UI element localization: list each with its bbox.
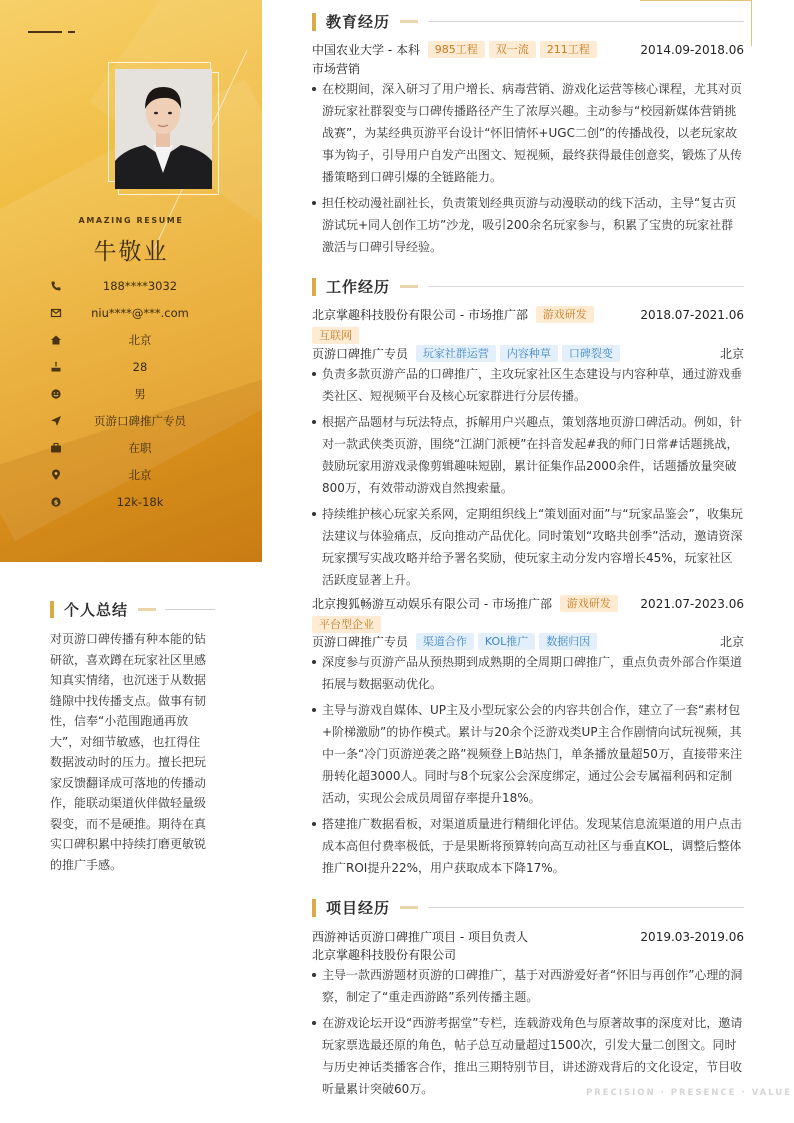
skill-tag: 口碑裂变 — [562, 345, 620, 362]
company-tag: 游戏研发 — [560, 595, 618, 612]
work-heading — [312, 277, 744, 297]
education-title: 教育经历 — [326, 13, 391, 31]
target-city-value: 北京 — [128, 468, 152, 482]
mail-icon — [50, 307, 62, 319]
summary-text: 对页游口碑传播有种本能的钻研欲，喜欢蹲在玩家社区里感知真实情绪，也沉迷于从数据缝隙中找传播支点。做事有韧性，信奉“小范围跑通再放大”，对细节敏感，也扛得住数据波动时的压力。擅长把玩家反馈翻译成可落地的传播动作，能联动渠道伙伴做轻量级裂变，而不是硬推。期待在真实口碑积累中持续打磨更敏锐的推广手感。 — [50, 632, 207, 872]
job-bullet: 根据产品题材与玩法特点，拆解用户兴趣点，策划落地页游口碑活动。例如，针对一款武侠类页游，围绕“江湖门派梗”在抖音发起#我的师门日常#话题挑战，鼓励玩家用游戏录像剪辑趣味短剧，累计征集作品2000余件，话题播放量突破800万，有效带动游戏自然搜索量。 — [312, 411, 744, 499]
phone-value: 188****3032 — [102, 279, 178, 293]
info-phone — [50, 278, 230, 296]
company-name: 北京掌趣科技股份有限公司 - 市场推广部 — [312, 308, 528, 322]
education-date: 2014.09-2018.06 — [640, 43, 744, 57]
avatar — [115, 69, 212, 189]
projects-title: 项目经历 — [326, 899, 391, 917]
project-header-row — [312, 928, 744, 946]
cake-icon — [50, 361, 62, 373]
major: 市场营销 — [312, 62, 361, 76]
job-location: 北京 — [719, 347, 744, 361]
education-bullet: 担任校动漫社副社长，负责策划经典页游与动漫联动的线下活动，主导“复古页游试玩+同人创作工坊”沙龙，吸引200余名玩家参与，积累了宝贵的玩家社群激活与口碑引导经验。 — [312, 192, 744, 258]
job-bullet: 持续维护核心玩家关系网，定期组织线上“策划面对面”与“玩家品鉴会”，收集玩法建议与体验痛点，反向推动产品优化。同时策划“攻略共创季”活动，邀请资深玩家撰写实战攻略并给予署名奖励，使玩家主动分发内容增长45%，玩家社区活跃度显著上升。 — [312, 503, 744, 591]
send-icon — [50, 415, 62, 427]
job-date: 2018.07-2021.06 — [640, 308, 744, 322]
job-location: 北京 — [719, 635, 744, 649]
company-tag: 游戏研发 — [536, 306, 594, 323]
smile-icon — [50, 388, 62, 400]
info-target-city — [50, 467, 230, 485]
job-bullet: 负责多款页游产品的口碑推广，主攻玩家社区生态建设与内容种草，通过游戏垂类社区、短视频平台及核心玩家群进行分层传播。 — [312, 363, 744, 407]
skill-tag: 渠道合作 — [416, 633, 474, 650]
job-position: 页游口碑推广专员 — [312, 635, 409, 649]
job-bullet: 主导与游戏自媒体、UP主及小型玩家公会的内容共创合作，建立了一套“素材包+阶梯激励”的协作模式。累计与20余个泛游戏类UP主合作剧情向试玩视频，其中一条“冷门页游逆袭之路”视频登上B站热门，单条播放量超50万，直接带来注册转化超3000人。同时与8个玩家公会深度绑定，通过公会专属福利码和定制活动，实现公会成员周留存率提升18%。 — [312, 699, 744, 809]
job-position-row — [312, 345, 744, 363]
residence-value: 北京 — [128, 333, 152, 347]
job-bullet: 深度参与页游产品从预热期到成熟期的全周期口碑推广，重点负责外部合作渠道拓展与数据驱动优化。 — [312, 651, 744, 695]
skill-tag: KOL推广 — [478, 633, 535, 650]
candidate-name: 牛敬业 — [93, 239, 169, 265]
info-email — [50, 305, 230, 323]
company-name: 北京搜狐畅游互动娱乐有限公司 - 市场推广部 — [312, 597, 552, 611]
gender-value: 男 — [134, 387, 146, 401]
company-tag: 互联网 — [312, 327, 359, 344]
home-icon — [50, 334, 62, 346]
status-value: 在职 — [128, 441, 152, 455]
job-bullet: 搭建推广数据看板，对渠道质量进行精细化评估。发现某信息流渠道的用户点击成本高但付费率极低，于是果断将预算转向高互动社区与垂直KOL，调整后整体推广ROI提升22%，用户获取成本下降17%。 — [312, 813, 744, 879]
skill-tag: 玩家社群运营 — [416, 345, 496, 362]
info-target-position — [50, 413, 230, 431]
job-position: 页游口碑推广专员 — [312, 347, 409, 361]
skill-tag: 内容种草 — [500, 345, 558, 362]
info-age — [50, 359, 230, 377]
info-salary — [50, 494, 230, 512]
info-residence — [50, 332, 230, 350]
school-tag: 211工程 — [540, 41, 597, 58]
location-pin-icon — [50, 469, 62, 481]
info-gender — [50, 386, 230, 404]
skill-tag: 数据归因 — [539, 633, 597, 650]
summary-heading — [50, 600, 220, 620]
svg-text:$: $ — [53, 498, 59, 507]
projects-heading — [312, 898, 744, 918]
education-heading — [312, 12, 744, 32]
school-tag: 985工程 — [428, 41, 485, 58]
project-bullet: 主导一款西游题材页游的口碑推广，基于对西游爱好者“怀旧与再创作”心理的洞察，制定了“重走西游路”系列传播主题。 — [312, 964, 744, 1008]
project-name: 西游神话页游口碑推广项目 - 项目负责人 — [312, 930, 528, 944]
job-date: 2021.07-2023.06 — [640, 597, 744, 611]
info-status — [50, 440, 230, 458]
age-value: 28 — [132, 360, 148, 374]
project-bullet: 在游戏论坛开设“西游考据堂”专栏，连载游戏角色与原著故事的深度对比，邀请玩家票选最还原的角色，帖子总互动量超过1500次，引发大量二创图文。同时与历史神话类播客合作，推出三期特别节目，讲述游戏背后的文化设定，节目收听量累计突破60万。 — [312, 1012, 744, 1100]
education-bullet: 在校期间，深入研习了用户增长、病毒营销、游戏化运营等核心课程，尤其对页游玩家社群裂变与口碑传播路径产生了浓厚兴趣。主动参与“校园新媒体营销挑战赛”，为某经典页游平台设计“怀旧情怀+UGC二创”的传播战役，以老玩家故事为钩子，引导用户自发产出图文、短视频，最终获得最佳创意奖，锻炼了从传播策略到口碑引爆的全链路能力。 — [312, 78, 744, 188]
phone-icon — [50, 280, 62, 292]
company-tag: 平台型企业 — [312, 616, 381, 633]
summary-title: 个人总结 — [64, 601, 129, 619]
salary-icon — [50, 496, 62, 508]
work-title: 工作经历 — [326, 278, 391, 296]
job-company-row — [312, 306, 744, 324]
resume-tagline: AMAZING RESUME — [78, 216, 184, 225]
project-org: 北京掌趣科技股份有限公司 — [312, 948, 457, 962]
footer-watermark: PRECISION · PRESENCE · VALUE — [586, 1088, 792, 1098]
school-name: 中国农业大学 - 本科 — [312, 43, 420, 57]
email-value: niu****@***.com — [91, 306, 189, 320]
salary-value: 12k-18k — [116, 495, 164, 509]
project-date: 2019.03-2019.06 — [640, 930, 744, 944]
briefcase-icon — [50, 442, 62, 454]
job-company-row — [312, 595, 744, 613]
target-position-value: 页游口碑推广专员 — [94, 414, 186, 428]
education-header-row — [312, 41, 744, 59]
school-tag: 双一流 — [489, 41, 536, 58]
job-position-row — [312, 633, 744, 651]
